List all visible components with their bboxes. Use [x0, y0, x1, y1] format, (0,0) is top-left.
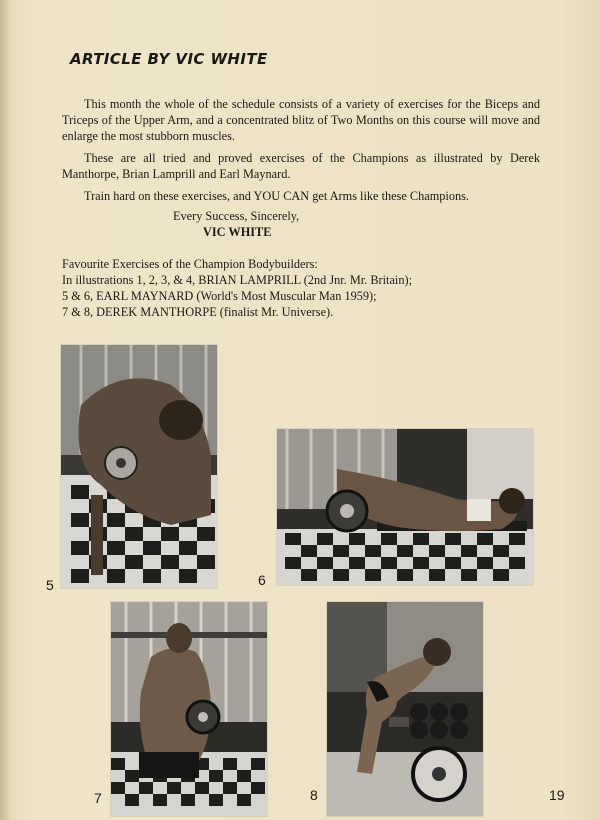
photo-number: 6 — [258, 572, 266, 588]
favourites-list — [62, 256, 542, 320]
favourites-line: 7 & 8, DEREK MANTHORPE (finalist Mr. Universe). — [62, 305, 334, 319]
photo-8 — [326, 601, 484, 817]
photo-number: 8 — [310, 787, 318, 803]
photo-number: 5 — [46, 577, 54, 593]
paragraph: These are all tried and proved exercises of the Champions as illustrated by Derek Manthorpe, Brian Lamprill and Earl Maynard. — [62, 151, 540, 181]
photo-illustration — [277, 429, 533, 585]
favourites-heading: Favourite Exercises of the Champion Bodybuilders: — [62, 257, 318, 271]
photo-5 — [60, 344, 218, 589]
paragraph: This month the whole of the schedule consists of a variety of exercises for the Biceps and Triceps of the Upper Arm, and a concentrated blitz of Two Months on this course will move and enlarge the most stubborn muscles. — [62, 97, 540, 143]
favourites-line: 5 & 6, EARL MAYNARD (World's Most Muscular Man 1959); — [62, 289, 377, 303]
photo-illustration — [111, 602, 267, 816]
closing-line: Every Success, Sincerely, — [173, 209, 300, 223]
signature-block — [173, 208, 299, 240]
photo-7 — [110, 601, 268, 817]
page-spine — [0, 0, 10, 820]
favourites-line: In illustrations 1, 2, 3, & 4, BRIAN LAMPRILL (2nd Jnr. Mr. Britain); — [62, 273, 412, 287]
signature-name: VIC WHITE — [203, 225, 272, 239]
page-number: 19 — [549, 787, 565, 803]
article-body — [62, 96, 540, 210]
paragraph: Train hard on these exercises, and YOU CAN get Arms like these Champions. — [84, 189, 470, 203]
photo-6 — [276, 428, 534, 586]
photo-illustration — [327, 602, 483, 816]
article-title: ARTICLE BY VIC WHITE — [70, 50, 268, 68]
photo-number: 7 — [94, 790, 102, 806]
photo-illustration — [61, 345, 217, 588]
